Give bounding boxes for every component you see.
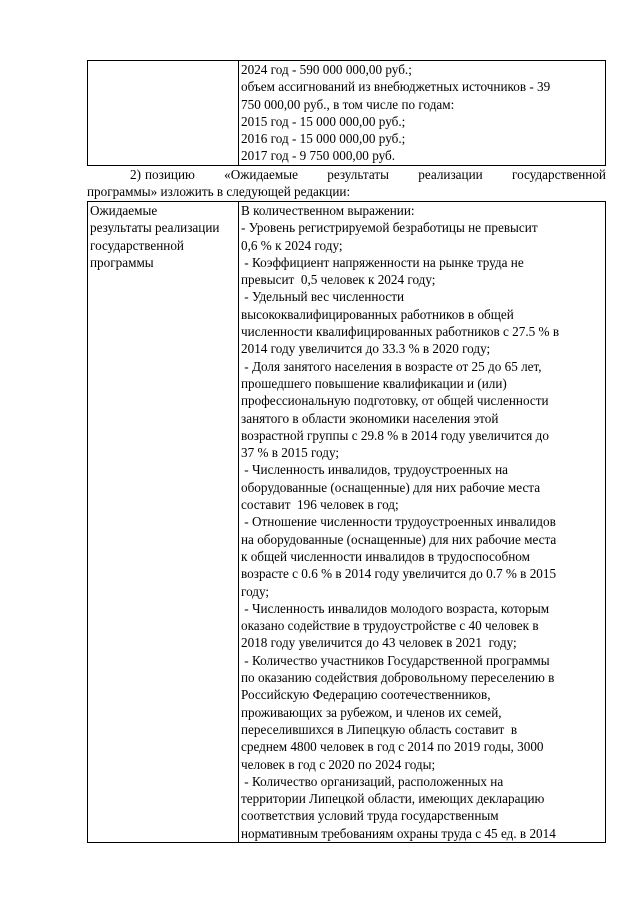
amendment-paragraph [87, 166, 606, 201]
expected-results-table [87, 201, 606, 843]
result-line: - Доля занятого населения в возрасте от 25 до 65 лет, [241, 358, 542, 374]
expected-results-content-cell [239, 202, 606, 843]
result-line: численности квалифицированных работников с 27.5 % в [241, 324, 560, 340]
result-line: превысит 0,5 человек к 2024 году; [241, 272, 436, 288]
result-line: оборудованные (оснащенные) для них рабочие места [241, 479, 541, 495]
result-line: В количественном выражении: [241, 203, 415, 218]
result-line: занятого в области экономики населения этой [241, 410, 499, 426]
paragraph-text: позицию «Ожидаемые результаты реализации государственной [145, 167, 606, 182]
expected-results-label-cell [88, 202, 239, 843]
budget-table-value-cell [239, 61, 606, 166]
label-line: программы [90, 254, 154, 270]
result-line: - Количество участников Государственной программы [241, 652, 550, 668]
result-line: человек в год с 2020 по 2024 годы; [241, 756, 436, 772]
label-line: государственной [90, 237, 184, 253]
result-line: 37 % в 2015 году; [241, 445, 340, 461]
budget-line: объем ассигнований из внебюджетных источников - 39 [241, 79, 551, 95]
result-line: - Численность инвалидов молодого возраста, которым [241, 600, 550, 616]
result-line: возрастной группы с 29.8 % в 2014 году увеличится до [241, 427, 549, 443]
amendment-paragraph-line [87, 166, 606, 183]
result-line: году; [241, 583, 270, 599]
result-line: возрасте с 0.6 % в 2014 году увеличится до 0.7 % в 2015 [241, 566, 557, 582]
label-line: Ожидаемые [90, 203, 158, 218]
result-line: оказано содействие в трудоустройстве с 40 человек в [241, 618, 539, 634]
result-line: к общей численности инвалидов в трудоспособном [241, 548, 530, 564]
result-line: составит 196 человек в год; [241, 497, 399, 513]
result-line: - Коэффициент напряженности на рынке труда не [241, 254, 524, 270]
result-line: высококвалифицированных работников в общей [241, 306, 514, 322]
result-line: проживающих за рубежом, и членов их семей, [241, 704, 502, 720]
result-line: переселившихся в Липецкую область составит в [241, 721, 518, 737]
result-line: 0,6 % к 2024 году; [241, 237, 343, 253]
result-line: - Отношение численности трудоустроенных инвалидов [241, 514, 556, 530]
result-line: нормативным требованиям охраны труда с 45 ед. в 2014 [241, 825, 556, 841]
budget-line: 2015 год - 15 000 000,00 руб.; [241, 113, 406, 129]
result-line: по оказанию содействия добровольному переселению в [241, 670, 555, 686]
paragraph-number: 2) [130, 167, 141, 182]
budget-line: 2024 год - 590 000 000,00 руб.; [241, 62, 412, 77]
result-line: - Количество организаций, расположенных на [241, 773, 504, 789]
budget-line: 750 000,00 руб., в том числе по годам: [241, 96, 455, 112]
amendment-paragraph-line: программы» изложить в следующей редакции: [87, 184, 351, 200]
budget-line: 2017 год - 9 750 000,00 руб. [241, 148, 396, 164]
budget-line: 2016 год - 15 000 000,00 руб.; [241, 131, 406, 147]
result-line: - Уровень регистрируемой безработицы не превысит [241, 220, 538, 236]
result-line: среднем 4800 человек в год с 2014 по 2019 годы, 3000 [241, 739, 544, 755]
result-line: Российскую Федерацию соотечественников, [241, 687, 491, 703]
result-line: 2014 году увеличится до 33.3 % в 2020 году; [241, 341, 491, 357]
result-line: прошедшего повышение квалификации и (или) [241, 375, 507, 391]
result-line: соответствия условий труда государственным [241, 808, 499, 824]
result-line: - Численность инвалидов, трудоустроенных на [241, 462, 509, 478]
result-line: территории Липецкой области, имеющих декларацию [241, 791, 545, 807]
budget-table-label-cell [88, 61, 239, 166]
budget-table-fragment [87, 60, 606, 166]
result-line: 2018 году увеличится до 43 человек в 2021 году; [241, 635, 517, 651]
result-line: - Удельный вес численности [241, 289, 405, 305]
label-line: результаты реализации [90, 220, 220, 236]
result-line: профессиональную подготовку, от общей численности [241, 393, 549, 409]
result-line: на оборудованные (оснащенные) для них рабочие места [241, 531, 557, 547]
